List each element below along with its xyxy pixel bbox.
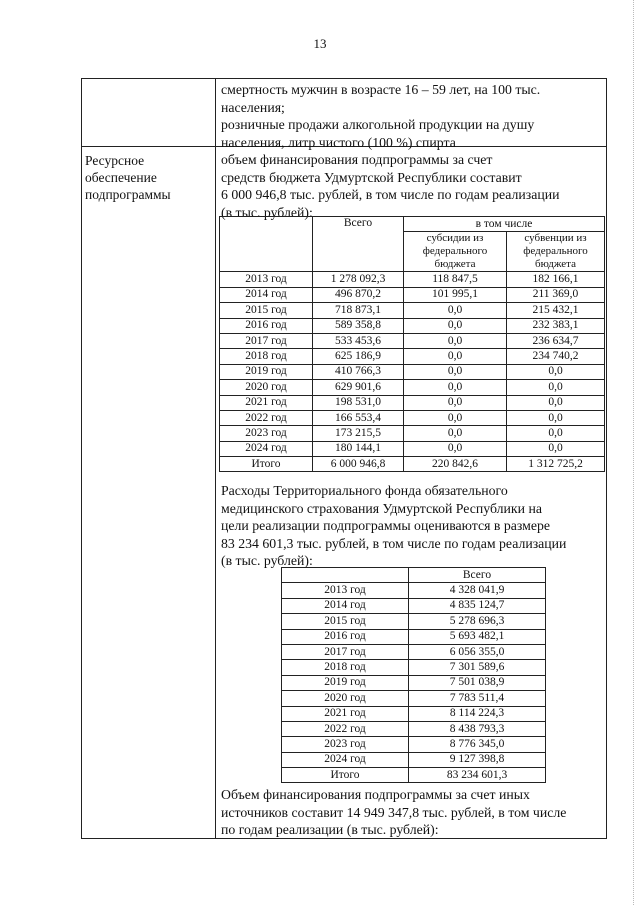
fund-table <box>281 567 546 783</box>
text-line: медицинского страхования Удмуртской Республики на <box>221 500 542 516</box>
value-cell: 101 995,1 <box>404 287 507 302</box>
value-cell: 220 842,6 <box>404 457 507 472</box>
table-row <box>220 426 605 441</box>
value-cell: 83 234 601,3 <box>409 768 546 783</box>
text-line: (в тыс. рублей): <box>221 553 313 568</box>
value-cell: 234 740,2 <box>507 349 605 364</box>
header-line: бюджета <box>434 258 476 271</box>
header-total: Всего <box>409 568 546 583</box>
year-cell: 2015 год <box>282 614 409 629</box>
year-cell: Итого <box>282 768 409 783</box>
scan-edge <box>633 0 634 905</box>
table-row <box>282 629 546 644</box>
value-cell: 9 127 398,8 <box>409 752 546 767</box>
text-line: средств бюджета Удмуртской Республики составит <box>221 169 522 185</box>
value-cell: 0,0 <box>404 395 507 410</box>
value-cell: 8 438 793,3 <box>409 721 546 736</box>
value-cell: 173 215,5 <box>313 426 404 441</box>
fund-text <box>221 482 601 570</box>
table-row <box>220 349 605 364</box>
table-row <box>220 410 605 425</box>
table-row <box>282 644 546 659</box>
value-cell: 180 144,1 <box>313 441 404 456</box>
value-cell: 236 634,7 <box>507 333 605 348</box>
header-line: федерального <box>422 245 488 258</box>
text-line: населения; <box>221 99 285 115</box>
value-cell: 8 776 345,0 <box>409 737 546 752</box>
label-line: подпрограммы <box>85 187 171 202</box>
table-row <box>282 598 546 613</box>
value-cell: 4 835 124,7 <box>409 598 546 613</box>
value-cell: 7 783 511,4 <box>409 691 546 706</box>
value-cell: 0,0 <box>507 441 605 456</box>
table-row <box>220 380 605 395</box>
header-subsidies <box>404 232 507 272</box>
value-cell: 166 553,4 <box>313 410 404 425</box>
value-cell: 5 693 482,1 <box>409 629 546 644</box>
year-cell: 2022 год <box>282 721 409 736</box>
table-row <box>220 364 605 379</box>
table-row <box>282 675 546 690</box>
value-cell: 0,0 <box>404 380 507 395</box>
header-line: бюджета <box>534 258 576 271</box>
value-cell: 410 766,3 <box>313 364 404 379</box>
table-row <box>282 721 546 736</box>
table-row <box>220 395 605 410</box>
year-cell: 2022 год <box>220 410 313 425</box>
year-cell: 2014 год <box>282 598 409 613</box>
value-cell: 0,0 <box>404 318 507 333</box>
year-cell: 2015 год <box>220 303 313 318</box>
value-cell: 629 901,6 <box>313 380 404 395</box>
value-cell: 1 312 725,2 <box>507 457 605 472</box>
year-cell: 2020 год <box>282 691 409 706</box>
value-cell: 533 453,6 <box>313 333 404 348</box>
table-row <box>220 333 605 348</box>
value-cell: 0,0 <box>404 349 507 364</box>
value-cell: 0,0 <box>507 380 605 395</box>
column-divider <box>215 79 216 838</box>
year-cell: 2018 год <box>220 349 313 364</box>
header-total: Всего <box>313 217 404 272</box>
table-row <box>282 752 546 767</box>
table-row <box>220 287 605 302</box>
text-line: (в тыс. рублей): <box>221 204 313 220</box>
text-line: Расходы Территориального фонда обязательного <box>221 483 508 498</box>
value-cell: 6 000 946,8 <box>313 457 404 472</box>
value-cell: 4 328 041,9 <box>409 583 546 598</box>
text-line: объем финансирования подпрограммы за счет <box>221 152 493 167</box>
value-cell: 8 114 224,3 <box>409 706 546 721</box>
year-cell: 2021 год <box>282 706 409 721</box>
value-cell: 118 847,5 <box>404 272 507 287</box>
value-cell: 0,0 <box>404 426 507 441</box>
text-line: Объем финансирования подпрограммы за счет иных <box>221 787 530 802</box>
page-number: 13 <box>313 36 327 51</box>
year-cell: 2019 год <box>282 675 409 690</box>
table-row <box>220 303 605 318</box>
year-cell: 2016 год <box>282 629 409 644</box>
value-cell: 496 870,2 <box>313 287 404 302</box>
year-cell: 2024 год <box>220 441 313 456</box>
value-cell: 589 358,8 <box>313 318 404 333</box>
table-header-row <box>282 568 546 583</box>
year-cell: 2013 год <box>282 583 409 598</box>
header-line: субвенции из <box>524 232 587 245</box>
year-cell: 2016 год <box>220 318 313 333</box>
header-subventions <box>507 232 605 272</box>
budget-intro <box>221 151 601 221</box>
text-line: 83 234 601,3 тыс. рублей, в том числе по годам реализации <box>221 535 567 551</box>
text-line: цели реализации подпрограммы оцениваются в размере <box>221 518 551 533</box>
year-cell: 2020 год <box>220 380 313 395</box>
value-cell: 0,0 <box>404 364 507 379</box>
table-row <box>282 691 546 706</box>
table-row <box>220 272 605 287</box>
year-cell: 2017 год <box>282 644 409 659</box>
table-row <box>282 614 546 629</box>
table-row <box>282 660 546 675</box>
value-cell: 6 056 355,0 <box>409 644 546 659</box>
value-cell: 232 383,1 <box>507 318 605 333</box>
year-cell: 2021 год <box>220 395 313 410</box>
text-line: населения, литр чистого (100 %) спирта <box>221 134 456 150</box>
value-cell: 625 186,9 <box>313 349 404 364</box>
year-cell: 2018 год <box>282 660 409 675</box>
text-line: 6 000 946,8 тыс. рублей, в том числе по годам реализации <box>221 187 560 202</box>
header-line: федерального <box>523 245 588 258</box>
value-cell: 215 432,1 <box>507 303 605 318</box>
text-line: по годам реализации (в тыс. рублей): <box>221 822 439 837</box>
value-cell: 0,0 <box>507 395 605 410</box>
header-empty <box>220 217 313 272</box>
header-line: субсидии из <box>426 232 484 245</box>
indicators-text <box>221 81 601 151</box>
value-cell: 5 278 696,3 <box>409 614 546 629</box>
table-row <box>282 737 546 752</box>
year-cell: 2024 год <box>282 752 409 767</box>
table-row <box>282 768 546 783</box>
year-cell: 2017 год <box>220 333 313 348</box>
value-cell: 0,0 <box>404 410 507 425</box>
text-line: источников составит 14 949 347,8 тыс. рублей, в том числе <box>221 804 567 820</box>
value-cell: 0,0 <box>404 441 507 456</box>
value-cell: 7 501 038,9 <box>409 675 546 690</box>
header-empty <box>282 568 409 583</box>
value-cell: 0,0 <box>507 426 605 441</box>
value-cell: 1 278 092,3 <box>313 272 404 287</box>
row-label-resources <box>85 152 213 203</box>
year-cell: 2014 год <box>220 287 313 302</box>
value-cell: 0,0 <box>404 333 507 348</box>
table-row <box>220 457 605 472</box>
year-cell: 2019 год <box>220 364 313 379</box>
year-cell: 2023 год <box>282 737 409 752</box>
table-row <box>220 441 605 456</box>
label-line: Ресурсное <box>85 153 145 168</box>
table-header-row <box>220 217 605 232</box>
value-cell: 0,0 <box>507 410 605 425</box>
value-cell: 718 873,1 <box>313 303 404 318</box>
value-cell: 7 301 589,6 <box>409 660 546 675</box>
table-row <box>220 318 605 333</box>
other-sources-text <box>221 786 601 839</box>
value-cell: 0,0 <box>507 364 605 379</box>
text-line: смертность мужчин в возрасте 16 – 59 лет, на 100 тыс. <box>221 82 541 97</box>
value-cell: 182 166,1 <box>507 272 605 287</box>
table-row <box>282 706 546 721</box>
text-line: розничные продажи алкогольной продукции на душу <box>221 117 535 132</box>
value-cell: 211 369,0 <box>507 287 605 302</box>
label-line: обеспечение <box>85 170 157 185</box>
value-cell: 198 531,0 <box>313 395 404 410</box>
budget-table <box>219 216 605 472</box>
header-group: в том числе <box>404 217 605 232</box>
value-cell: 0,0 <box>404 303 507 318</box>
passport-table <box>81 78 607 839</box>
year-cell: Итого <box>220 457 313 472</box>
year-cell: 2023 год <box>220 426 313 441</box>
table-row <box>282 583 546 598</box>
year-cell: 2013 год <box>220 272 313 287</box>
